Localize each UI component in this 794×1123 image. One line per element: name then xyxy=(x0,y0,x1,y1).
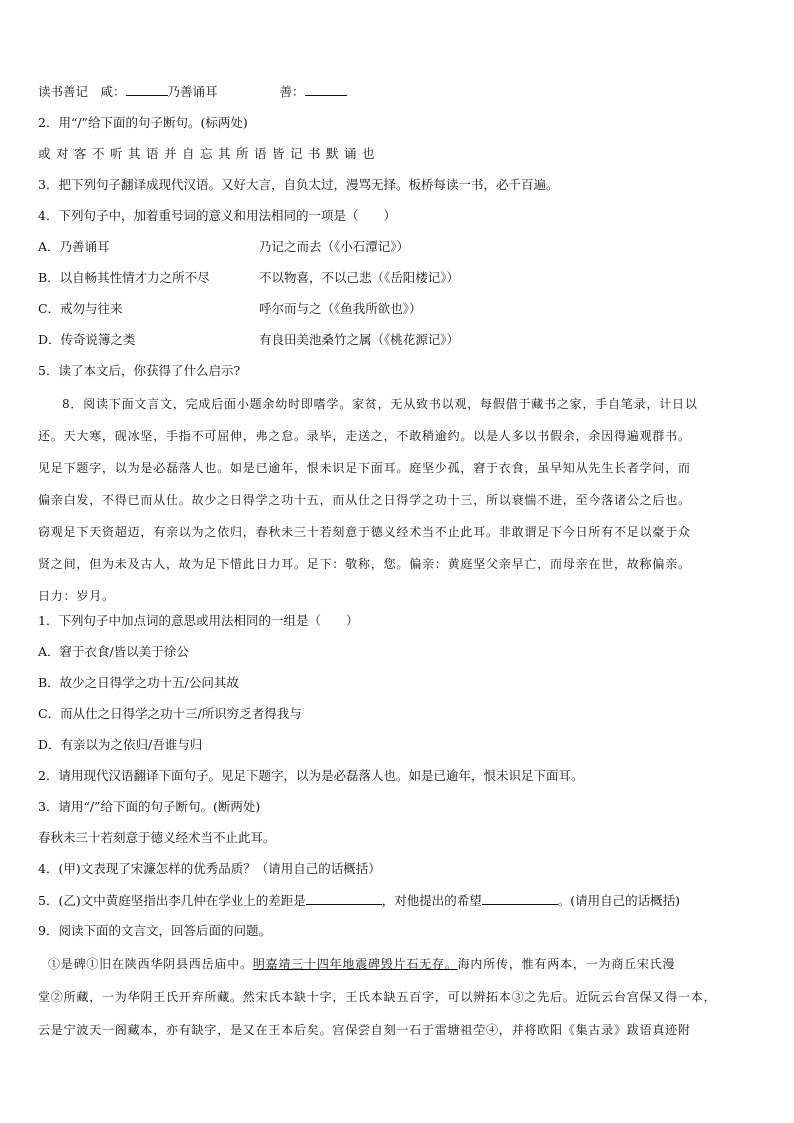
sub-question-1: 1．下列句子中加点词的意思或用法相同的一组是（ ） xyxy=(38,613,359,628)
passage-line: 窃观足下天资超迈，有亲以为之依归，春秋未三十若刻意于德义经术当不止此耳。非敢谓足下今日所有不足以豪于众 xyxy=(38,525,691,539)
answer-blank xyxy=(482,891,558,905)
text: ，对他提出的希望 xyxy=(381,893,482,908)
passage-line: 云是宁波天一阁藏本，亦有缺字，是又在王本后矣。宫保尝自刻一石于雷塘祖茔④，并将欧阳《集古录》跋语真迹附 xyxy=(38,1023,691,1037)
passage-line: 堂②所藏，一为华阴王氏开弃所藏。然宋氏本缺十字，王氏本缺五百字，可以辨拓本③之先后。近阮云台宫保又得一本， xyxy=(38,990,717,1004)
text: 读书善记 咸： xyxy=(38,84,126,99)
option-a-ref: 乃记之而去（《小石潭记》） xyxy=(259,239,410,254)
question-3: 3．把下列句子翻译成现代汉语。又好大言，自负太过，漫骂无择。板桥每读一书，必千百遍。 xyxy=(38,177,559,192)
sub-question-2: 2．请用现代汉语翻译下面句子。见足下题字，以为是必磊落人也。如是已逾年，恨未识足下面耳。 xyxy=(38,768,584,783)
question-2: 2．用“/”给下面的句子断句。(标两处) xyxy=(38,115,248,130)
passage-line: 贤之间，但为未及古人，故为足下惜此日力耳。足下：敬称，您。偏亲：黄庭坚父亲早亡，而母亲在世，故称偏亲。 xyxy=(38,557,691,571)
text: 。(请用自己的话概括) xyxy=(557,893,680,908)
sub-question-4: 4．(甲)文表现了宋濂怎样的优秀品质？（请用自己的话概括） xyxy=(38,861,381,876)
option-c: C．戒勿与往来 xyxy=(38,301,123,316)
text: 乃善诵耳 xyxy=(167,84,218,99)
passage-line: 见足下题字，以为是必磊落人也。如是已逾年，恨未识足下面耳。庭坚少孤，窘于衣食，虽早知从先生长者学问，而 xyxy=(38,461,691,475)
option-d-ref: 有良田美池桑竹之属（《桃花源记》） xyxy=(259,332,460,347)
answer-blank xyxy=(306,891,382,905)
text: A．乃善诵耳 xyxy=(38,239,110,254)
underlined-sentence: 明嘉靖三十四年地震碑毁片石无存。 xyxy=(252,957,458,971)
passage-line: 偏亲白发，不得已而从仕。故少之日得学之功十五，而从仕之日得学之功十三，所以衰惴不进，至今落诸公之后也。 xyxy=(38,493,691,507)
passage-line: 日力：岁月。 xyxy=(38,589,115,603)
option-d: D．有亲以为之依归/吾谁与归 xyxy=(38,737,203,752)
passage-line xyxy=(48,955,675,973)
text: ①是碑①旧在陕西华阴县西岳庙中。 xyxy=(48,957,253,971)
text: 5．(乙)文中黄庭坚指出李几仲在学业上的差距是 xyxy=(38,893,306,908)
sentence-to-punctuate: 或对客不听其语并自忘其所语皆记书默诵也 xyxy=(38,146,381,161)
passage-line: 8．阅读下面文言文，完成后面小题余幼时即嗜学。家贫，无从致书以观，每假借于藏书之家，手自笔录，计日以 xyxy=(62,397,698,411)
text: 海内所传，惟有两本，一为商丘宋氏漫 xyxy=(457,957,676,971)
option-b-ref: 不以物喜，不以己悲（《岳阳楼记》） xyxy=(259,270,460,285)
passage-line: 还。天大寒，砚冰坚，手指不可屈伸，弗之怠。录毕，走送之，不敢稍逾约。以是人多以书假余，余因得遍观群书。 xyxy=(38,429,691,443)
option-b: B．以自畅其性情才力之所不尽 xyxy=(38,270,210,285)
sub-question-5 xyxy=(38,891,680,910)
option-c: C．而从仕之日得学之功十三/所识穷乏者得我与 xyxy=(38,706,302,721)
option-d: D．传奇说簿之类 xyxy=(38,332,136,347)
line-1 xyxy=(38,82,347,101)
option-b: B．故少之日得学之功十五/公问其故 xyxy=(38,675,239,690)
answer-blank xyxy=(126,82,168,96)
sentence-to-punctuate: 春秋未三十若刻意于德义经术当不止此耳。 xyxy=(38,830,276,845)
sub-question-3: 3．请用“/”给下面的句子断句。(断两处) xyxy=(38,799,261,814)
text: 善： xyxy=(279,84,305,99)
answer-blank xyxy=(305,82,347,96)
question-9: 9．阅读下面的文言文，回答后面的问题。 xyxy=(38,923,271,938)
question-4: 4．下列句子中，加着重号词的意义和用法相同的一项是（ ） xyxy=(38,208,396,223)
option-a: A．窘于衣食/皆以美于徐公 xyxy=(38,644,189,659)
question-5: 5．读了本文后，你获得了什么启示? xyxy=(38,363,241,378)
option-a xyxy=(38,238,110,256)
option-c-ref: 呼尔而与之（《鱼我所欲也》） xyxy=(259,301,422,316)
